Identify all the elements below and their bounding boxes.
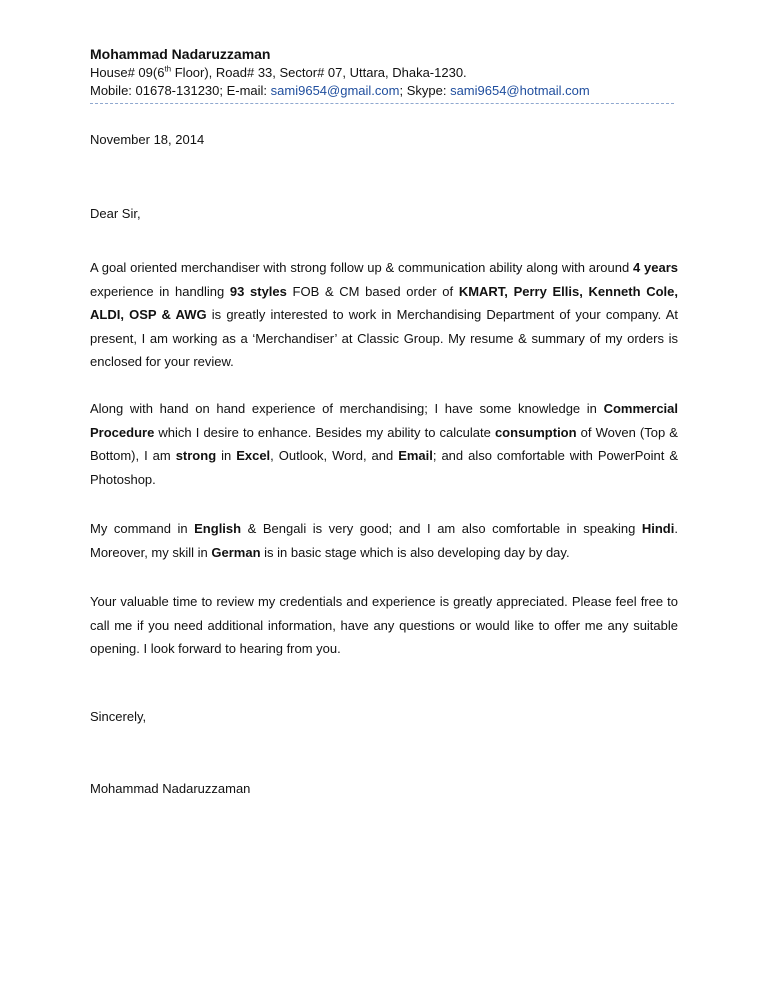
p1-bold: KMART, Perry Ellis, Kenneth Cole, ALDI, OSP & AWG: [90, 283, 678, 322]
p2-text: of Woven (Top & Bottom), I am: [90, 424, 678, 463]
p2-text: , Outlook, Word, and: [270, 448, 399, 463]
sender-name: Mohammad Nadaruzzaman: [90, 46, 271, 62]
paragraph-4: Your valuable time to review my credentials and experience is greatly appreciated. Please feel free to call me if you need additional information, have any questions or would like to offer me any suitable opening. I look forward to hearing from you.: [90, 594, 678, 656]
paragraph-2: [90, 397, 678, 491]
skype-label: ; Skype:: [399, 83, 451, 98]
signature: Mohammad Nadaruzzaman: [90, 781, 251, 796]
p1-text: is greatly interested to work in Merchandising Department of your company. At present, I am working as a ‘Merchandiser’ at Classic Group. My resume & summary of my orders is enclosed for your review.: [90, 307, 678, 369]
address-pre: House# 09(6: [90, 65, 165, 80]
p3-text: My command in: [90, 521, 195, 536]
closing: Sincerely,: [90, 709, 147, 724]
header-divider: [90, 103, 674, 104]
p3-text: . Moreover, my skill in: [90, 521, 678, 560]
p1-bold: 4 years: [633, 260, 678, 275]
sender-address: [90, 64, 678, 82]
letter-date: November 18, 2014: [90, 132, 205, 147]
p1-bold: 93 styles: [229, 283, 287, 299]
address-sup: th: [164, 64, 172, 74]
p3-bold: English: [194, 521, 242, 536]
p2-bold: Commercial Procedure: [90, 401, 678, 440]
p2-bold: consumption: [494, 424, 577, 440]
skype-link[interactable]: sami9654@hotmail.com: [450, 83, 590, 98]
p3-text: & Bengali is very good; and I am also comfortable in speaking: [241, 521, 642, 536]
paragraph-1: [90, 256, 678, 374]
p3-bold: Hindi: [641, 521, 675, 536]
p2-text: Along with hand on hand experience of merchandising; I have some knowledge in: [90, 401, 604, 416]
p3-bold: German: [211, 544, 261, 560]
sender-contact: [90, 82, 678, 100]
mobile-label: Mobile: 01678-131230; E-mail:: [90, 83, 271, 98]
letterhead: [90, 44, 678, 104]
address-post: Floor), Road# 33, Sector# 07, Uttara, Dhaka-1230.: [171, 65, 467, 80]
email-link[interactable]: sami9654@gmail.com: [270, 83, 400, 98]
salutation: Dear Sir,: [90, 206, 141, 221]
p2-text: in: [216, 448, 237, 463]
p1-text: experience in handling: [90, 283, 230, 299]
paragraph-3: [90, 517, 678, 564]
p2-bold: Excel: [236, 448, 271, 463]
p1-text: A goal oriented merchandiser with strong follow up & communication ability along with around: [90, 260, 633, 275]
p2-bold: strong: [175, 448, 217, 463]
p1-text: FOB & CM based order of: [286, 283, 459, 299]
p2-text: ; and also comfortable with PowerPoint & Photoshop.: [90, 448, 678, 487]
p2-text: which I desire to enhance. Besides my ability to calculate: [154, 424, 495, 440]
p3-text: is in basic stage which is also developing day by day.: [260, 544, 570, 560]
p2-bold: Email: [398, 448, 433, 463]
